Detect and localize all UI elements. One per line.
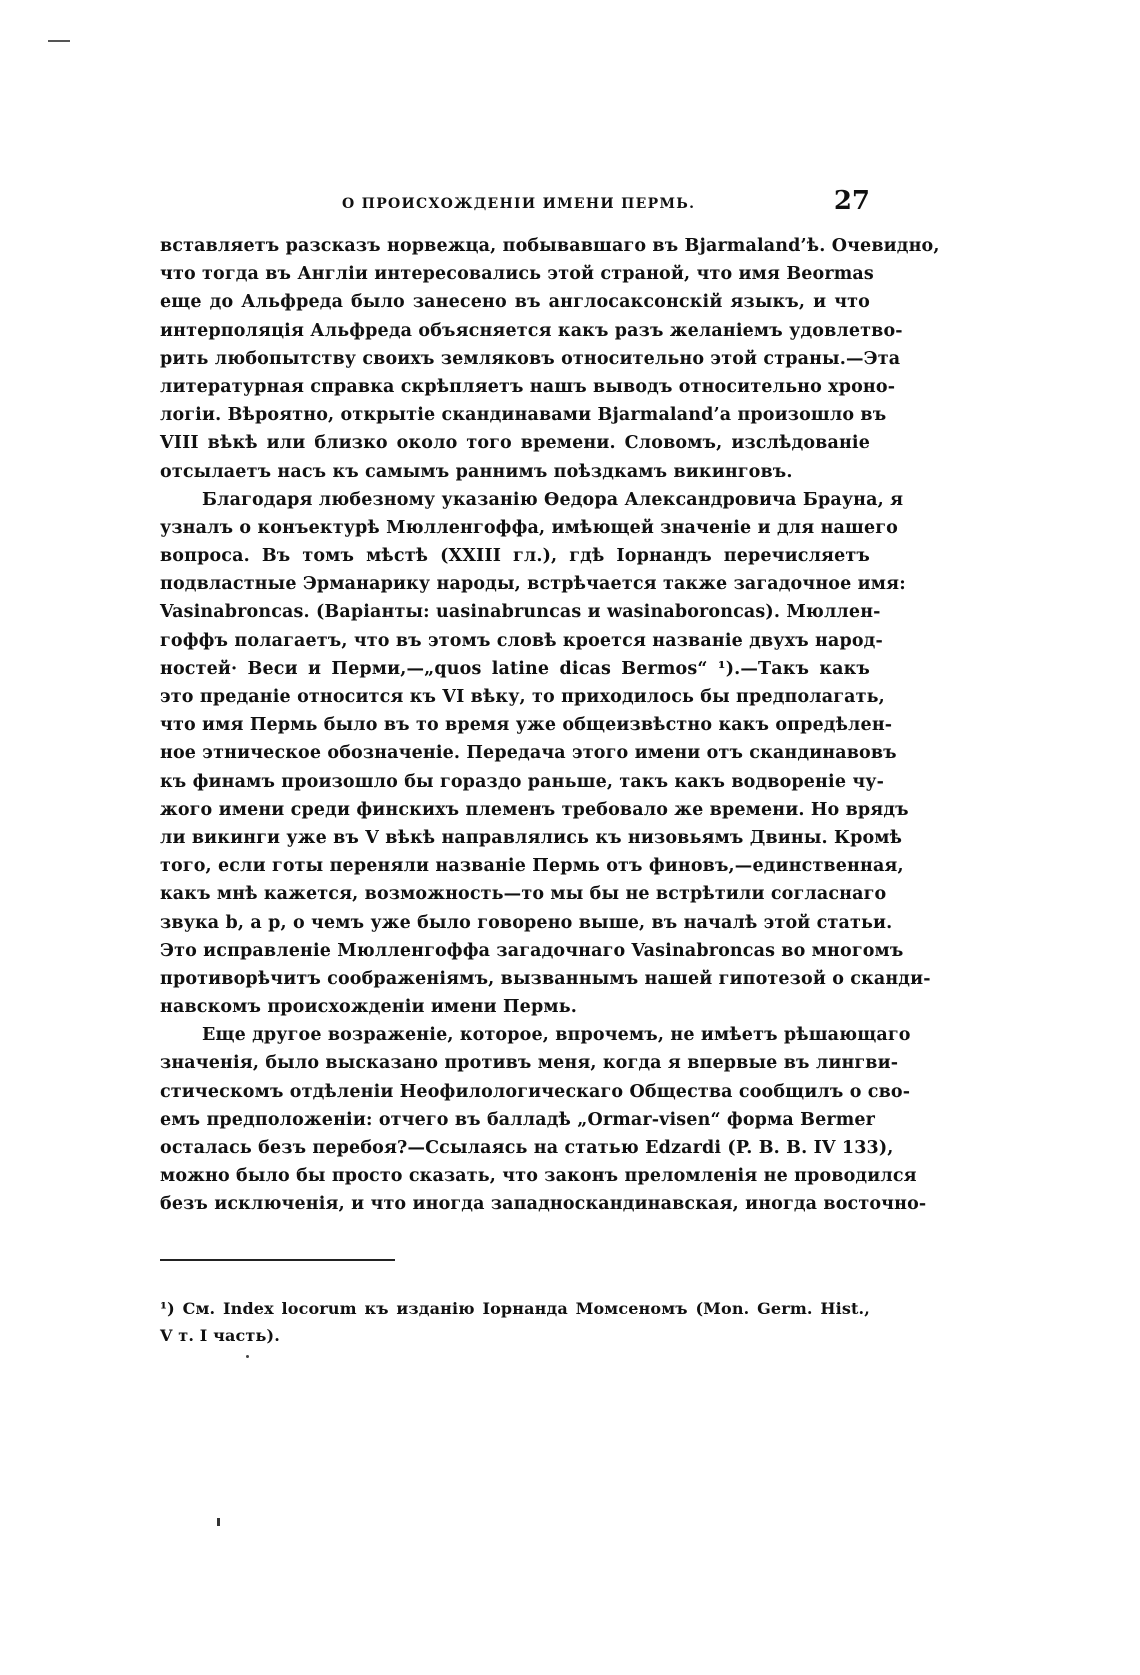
text-line: VIII вѣкѣ или близко около того времени. Словомъ, изслѣдованіе bbox=[160, 433, 870, 454]
text-line: какъ мнѣ кажется, возможность—то мы бы не встрѣтили согласнаго bbox=[160, 884, 887, 905]
text-line: интерполяція Альфреда объясняется какъ разъ желаніемъ удовлетво- bbox=[160, 320, 903, 341]
text-line: ное этническое обозначеніе. Передача этого имени отъ скандинавовъ bbox=[160, 743, 897, 764]
text-line: узналъ о конъектурѣ Мюлленгоффа, имѣющей значеніе и для нашего bbox=[160, 517, 898, 538]
text-line: что тогда въ Англіи интересовались этой страной, что имя Beormas bbox=[160, 264, 874, 285]
text-line: стическомъ отдѣленіи Неофилологическаго Общества сообщилъ о сво- bbox=[160, 1081, 911, 1102]
text-line: Благодаря любезному указанію Ѳедора Александровича Брауна, я bbox=[202, 489, 904, 510]
scan-speck bbox=[246, 1355, 249, 1358]
text-line: противорѣчитъ соображеніямъ, вызваннымъ нашей гипотезой о сканди- bbox=[160, 968, 931, 989]
text-line: ли викинги уже въ V вѣкѣ направлялись къ низовьямъ Двины. Кромѣ bbox=[160, 827, 903, 848]
text-line: Это исправленіе Мюлленгоффа загадочнаго Vasinabroncas во многомъ bbox=[160, 940, 904, 961]
paragraph bbox=[160, 232, 940, 486]
text-line: емъ предположеніи: отчего въ балладѣ „Ormar-visen“ форма Bermer bbox=[160, 1109, 876, 1130]
text-line: навскомъ происхожденіи имени Пермь. bbox=[160, 997, 577, 1018]
text-line: рить любопытству своихъ земляковъ относительно этой страны.—Эта bbox=[160, 348, 901, 369]
scan-edge-mark bbox=[48, 40, 70, 42]
text-line: вопроса. Въ томъ мѣстѣ (XXIII гл.), гдѣ Іорнандъ перечисляетъ bbox=[160, 546, 870, 567]
paragraph bbox=[160, 1021, 927, 1218]
text-line: жого имени среди финскихъ племенъ требовало же времени. Но врядъ bbox=[160, 799, 909, 820]
text-line: можно было бы просто сказать, что законъ преломленія не проводился bbox=[160, 1166, 917, 1187]
text-line: значенія, было высказано противъ меня, когда я впервые въ лингви- bbox=[160, 1053, 899, 1074]
text-line: осталась безъ перебоя?—Ссылаясь на статью Edzardi (P. B. B. IV 133), bbox=[160, 1138, 894, 1158]
text-line: звука b, а p, о чемъ уже было говорено выше, въ началѣ этой статьи. bbox=[160, 912, 893, 933]
text-line: гоффъ полагаетъ, что въ этомъ словѣ кроется названіе двухъ народ- bbox=[160, 630, 883, 651]
text-line: вставляетъ разсказъ норвежца, побывавшаго въ Bjarmaland’ѣ. Очевидно, bbox=[160, 236, 940, 256]
text-line: того, если готы переняли названіе Пермь отъ финовъ,—единственная, bbox=[160, 856, 904, 877]
text-line: логіи. Вѣроятно, открытіе скандинавами Bjarmaland’а произошло въ bbox=[160, 405, 887, 426]
footnote-line: ¹) См. Index locorum къ изданію Іорнанда Момсеномъ (Mon. Germ. Hist., bbox=[160, 1298, 870, 1318]
text-line: литературная справка скрѣпляетъ нашъ выводъ относительно хроно- bbox=[160, 376, 896, 397]
body-text bbox=[160, 232, 940, 1219]
running-title: О ПРОИСХОЖДЕНІИ ИМЕНИ ПЕРМЬ. bbox=[342, 196, 696, 212]
footnote bbox=[160, 1295, 870, 1349]
text-line: что имя Пермь было въ то время уже общеизвѣстно какъ опредѣлен- bbox=[160, 715, 893, 736]
text-line: отсылаетъ насъ къ самымъ раннимъ поѣздкамъ викинговъ. bbox=[160, 461, 793, 482]
paragraph bbox=[160, 486, 931, 1022]
text-line: Vasinabroncas. (Варіанты: uasinabruncas и wasinaboroncas). Мюллен- bbox=[160, 602, 881, 623]
running-head bbox=[160, 186, 870, 222]
page-number: 27 bbox=[833, 186, 870, 216]
text-line: еще до Альфреда было занесено въ англосаксонскій языкъ, и что bbox=[160, 292, 870, 313]
book-page bbox=[160, 186, 940, 1349]
text-line: безъ исключенія, и что иногда западноскандинавская, иногда восточно- bbox=[160, 1194, 927, 1215]
footnote-line: V т. I часть). bbox=[160, 1325, 280, 1345]
text-line: это преданіе относится къ VI вѣку, то приходилось бы предполагать, bbox=[160, 687, 885, 707]
text-line: Еще другое возраженіе, которое, впрочемъ, не имѣетъ рѣшающаго bbox=[202, 1025, 911, 1046]
text-line: ностей· Веси и Перми,—„quos latine dicas Bermos“ ¹).—Такъ какъ bbox=[160, 658, 870, 679]
scan-speck bbox=[217, 1518, 220, 1526]
text-line: къ финамъ произошло бы гораздо раньше, такъ какъ водвореніе чу- bbox=[160, 771, 885, 792]
text-line: подвластные Эрманарику народы, встрѣчается также загадочное имя: bbox=[160, 574, 906, 595]
footnote-divider bbox=[160, 1259, 395, 1261]
